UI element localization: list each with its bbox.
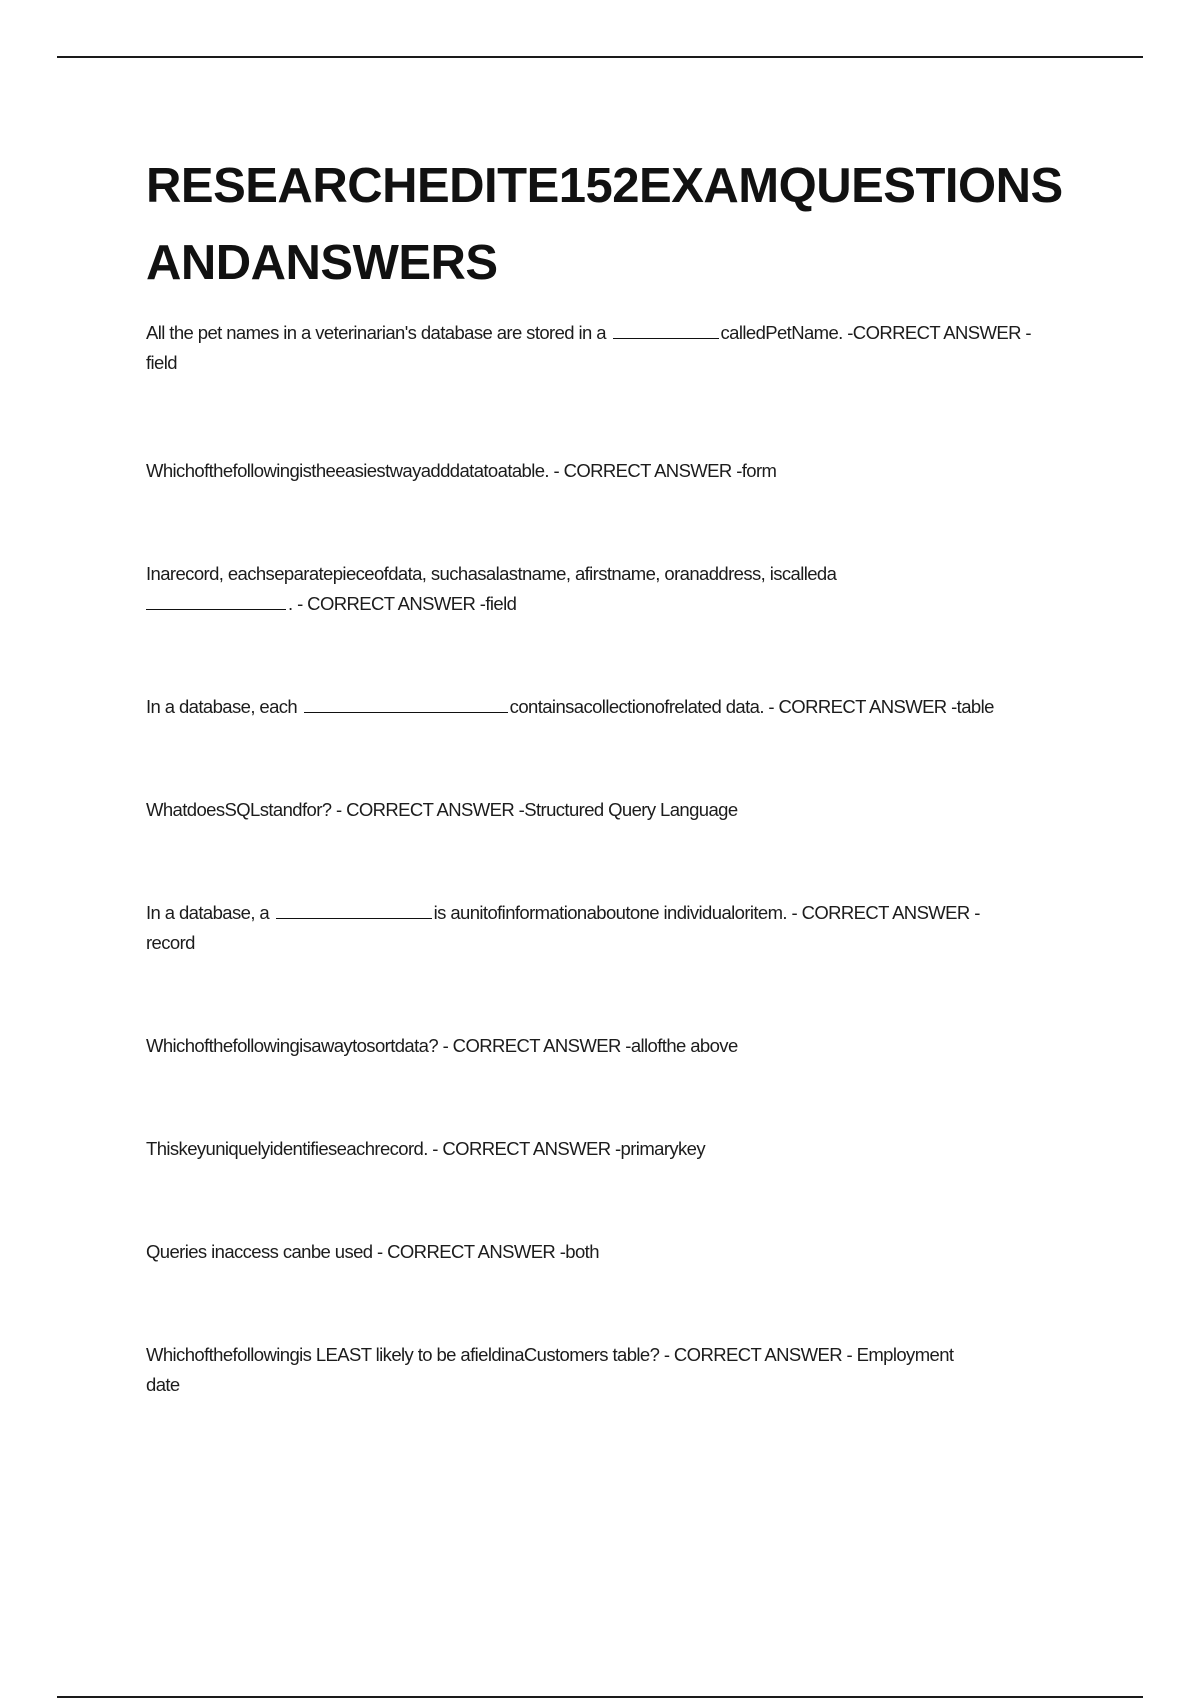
header-rule [57, 56, 1143, 58]
qa-item-3-text-after: . - CORRECT ANSWER -field [288, 593, 517, 614]
qa-item-1 [146, 318, 1046, 378]
qa-item-4 [146, 692, 1106, 722]
fill-in-blank [304, 694, 508, 713]
qa-item-9-text: Queries inaccess canbe used - CORRECT ANSWER -both [146, 1241, 599, 1262]
qa-item-10 [146, 1340, 966, 1400]
qa-item-9 [146, 1237, 1106, 1267]
qa-item-8-text: Thiskeyuniquelyidentifieseachrecord. - CORRECT ANSWER -primarykey [146, 1138, 706, 1159]
fill-in-blank [146, 591, 286, 610]
qa-item-1-text-after: calledPetName. -CORRECT ANSWER -field [146, 322, 1031, 373]
qa-item-6 [146, 898, 1026, 958]
qa-item-10-text: Whichofthefollowingis LEAST likely to be afieldinaCustomers table? - CORRECT ANSWER - Employment date [146, 1344, 954, 1395]
qa-item-6-text-after: is aunitofinformationaboutone individualoritem. - CORRECT ANSWER -record [146, 902, 980, 953]
document-title [146, 148, 1106, 302]
fill-in-blank [276, 900, 432, 919]
fill-in-blank [613, 320, 719, 339]
footer-rule [57, 1696, 1143, 1698]
qa-item-7 [146, 1031, 1106, 1061]
qa-item-2 [146, 456, 1106, 486]
title-line-1: RESEARCHEDITE152EXAMQUESTIONS [146, 159, 1063, 213]
title-line-2: ANDANSWERS [146, 236, 498, 290]
qa-item-6-text-before: In a database, a [146, 902, 274, 923]
qa-item-8 [146, 1134, 1106, 1164]
qa-item-3-text-line1: Inarecord, eachseparatepieceofdata, suchasalastname, afirstname, oranaddress, iscalleda [146, 563, 837, 584]
qa-item-4-text-before: In a database, each [146, 696, 302, 717]
qa-item-3 [146, 559, 1106, 619]
qa-item-4-text-after: containsacollectionofrelated data. - CORRECT ANSWER -table [509, 696, 994, 717]
qa-item-2-text: Whichofthefollowingistheeasiestwayadddatatoatable. - CORRECT ANSWER -form [146, 460, 777, 481]
qa-item-7-text: Whichofthefollowingisawaytosortdata? - CORRECT ANSWER -allofthe above [146, 1035, 738, 1056]
qa-item-1-text-before: All the pet names in a veterinarian's database are stored in a [146, 322, 611, 343]
qa-item-5-text: WhatdoesSQLstandfor? - CORRECT ANSWER -Structured Query Language [146, 799, 738, 820]
qa-item-5 [146, 795, 1106, 825]
